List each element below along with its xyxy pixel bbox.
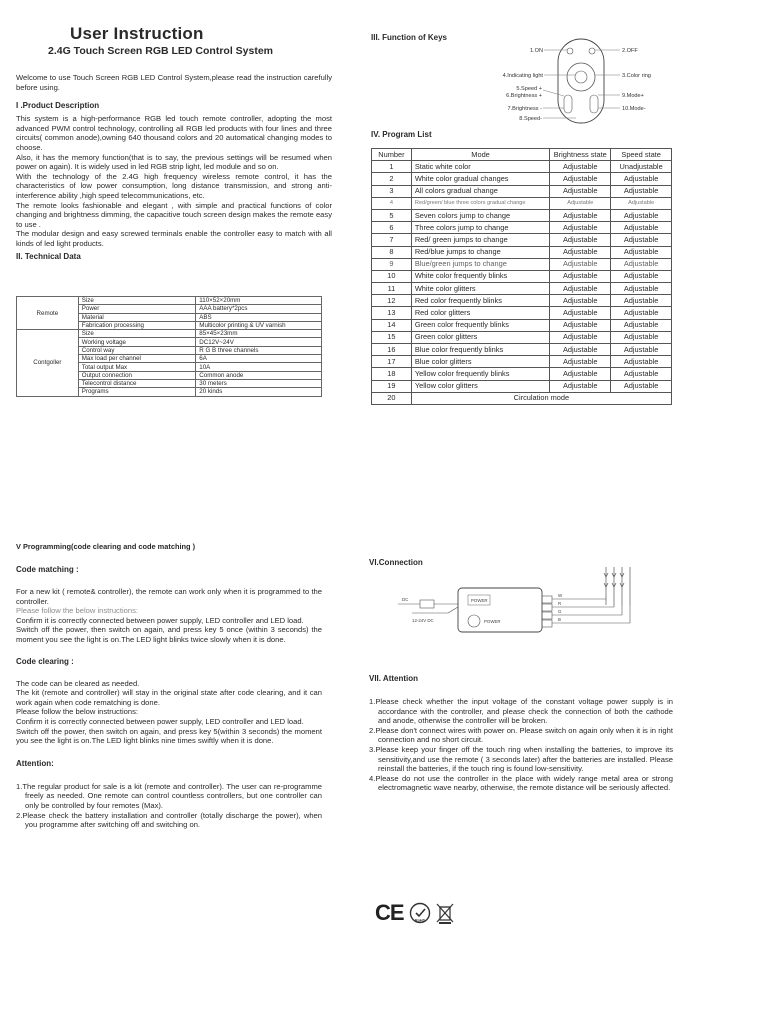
out-w-label: W: [558, 593, 563, 598]
speed-state: Adjustable: [611, 295, 672, 307]
brightness-state: Adjustable: [550, 380, 611, 392]
dc-label: DC: [402, 597, 409, 602]
program-mode: Static white color: [411, 161, 549, 173]
brightness-state: Adjustable: [550, 295, 611, 307]
input-voltage-label: 12-24V DC: [412, 618, 434, 623]
speed-state: Adjustable: [611, 319, 672, 331]
speed-state: Adjustable: [611, 283, 672, 295]
program-mode: Blue color frequently blinks: [411, 344, 549, 356]
table-row: [372, 331, 672, 343]
spec-value: 10A: [196, 363, 322, 371]
brightness-state: Adjustable: [550, 234, 611, 246]
program-number: 13: [372, 307, 412, 319]
speed-state: Adjustable: [611, 331, 672, 343]
speed-state: Adjustable: [611, 258, 672, 270]
page-subtitle: 2.4G Touch Screen RGB LED Control System: [48, 45, 274, 57]
key-label-off: 2.OFF: [622, 48, 638, 54]
table-row: [372, 185, 672, 197]
table-row: [372, 392, 672, 404]
table-row: [372, 234, 672, 246]
on-key-icon: [567, 48, 573, 54]
group-label: Remote: [17, 297, 79, 330]
mode-key-icon: [590, 95, 598, 113]
brightness-state: Adjustable: [550, 161, 611, 173]
table-row: [372, 209, 672, 221]
program-mode: Red color frequently blinks: [411, 295, 549, 307]
table-row: [372, 283, 672, 295]
program-mode: White color gradual changes: [411, 173, 549, 185]
key-label-brightness-plus: 6.Brightness +: [506, 93, 542, 99]
program-heading: IV. Program List: [371, 130, 432, 139]
program-number: 12: [372, 295, 412, 307]
speed-state: Adjustable: [611, 356, 672, 368]
program-mode: White color glitters: [411, 283, 549, 295]
key-label-brightness-minus: 7.Brightness -: [507, 106, 542, 112]
code-clearing-heading: Code clearing :: [16, 656, 74, 666]
attention-seven-item: 1.Please check whether the input voltage of the constant voltage power supply is in accordance with the controller, and please check the connection of both the cathode and anode, otherwise the controller will be broken.: [369, 697, 673, 726]
speed-state: Adjustable: [611, 270, 672, 282]
ce-mark: CE: [375, 900, 404, 925]
program-mode: Yellow color glitters: [411, 380, 549, 392]
clearing-para: Switch off the power, then switch on again, and press key 5(within 3 seconds) the moment you see the light is on.The LED light blinks nine times swiftly when it is done.: [16, 726, 322, 746]
program-number: 17: [372, 356, 412, 368]
key-label-mode-minus: 10.Mode-: [622, 106, 646, 112]
spec-label: Working voltage: [78, 338, 196, 346]
program-rows: [372, 161, 672, 393]
program-number: 6: [372, 222, 412, 234]
programming-heading: V Programming(code clearing and code matching ): [16, 542, 196, 551]
column-header: Brightness state: [550, 149, 611, 161]
program-mode: Red color glitters: [411, 307, 549, 319]
speed-state: Adjustable: [611, 197, 672, 209]
product-para: The remote looks fashionable and elegant , with simple and practical functions of color changing and brightness dimming, the capacitive touch screen design makes the remote easy to use .: [16, 200, 332, 229]
product-para: Also, it has the memory function(that is to say, the previous settings will be resumed when power on again). It is widely used in led RGB strip light, led module and so on.: [16, 152, 332, 172]
speed-state: Adjustable: [611, 173, 672, 185]
spec-label: Fabrication processing: [78, 321, 196, 329]
clearing-para: Please follow the below instructions:: [16, 707, 138, 717]
spec-value: 20 kinds: [196, 388, 322, 396]
table-row: [17, 297, 322, 305]
attention-seven-item: 2.Please don't connect wires with power on. Please switch on again only when it is in right connection and no short circuit.: [369, 725, 673, 745]
off-key-icon: [589, 48, 595, 54]
program-number: 9: [372, 258, 412, 270]
column-header: Number: [372, 149, 412, 161]
key-label-color-ring: 3.Color ring: [622, 73, 651, 79]
controller-knob-icon: [468, 615, 480, 627]
table-row: [372, 295, 672, 307]
program-number: 15: [372, 331, 412, 343]
program-number: 1: [372, 161, 412, 173]
color-ring-icon: [567, 63, 595, 91]
welcome-text: Welcome to use Touch Screen RGB LED Control System,please read the instruction carefully before using.: [16, 73, 332, 92]
attention-seven-item: 4.Please do not use the controller in the place with widely range metal area or strong electromagnetic wave nearby, otherwise, the remote distance will be seriously affected.: [369, 773, 673, 793]
key-label-on: 1.ON: [529, 48, 543, 54]
output-terminals: [542, 596, 630, 627]
program-number: 19: [372, 380, 412, 392]
spec-label: Output connection: [78, 371, 196, 379]
spec-label: Total output Max: [78, 363, 196, 371]
technical-heading: II. Technical Data: [16, 251, 81, 261]
program-number: 8: [372, 246, 412, 258]
brightness-state: Adjustable: [550, 258, 611, 270]
indicating-light-icon: [575, 71, 587, 83]
spec-label: Material: [78, 313, 196, 321]
product-para: This system is a high-performance RGB led touch remote controller, adopting the most advanced PWM control technology, controlling all RGB led products with four lines and three circuits( common anode),owning 640 thousand colors and 20 automatical changing modes to choose.: [16, 114, 332, 152]
rohs-text: RoHS: [414, 918, 425, 923]
program-mode: Green color glitters: [411, 331, 549, 343]
brightness-state: Adjustable: [550, 368, 611, 380]
table-row: [372, 270, 672, 282]
brightness-state: Adjustable: [550, 270, 611, 282]
brightness-state: Adjustable: [550, 185, 611, 197]
product-description: [16, 114, 332, 248]
column-header: Speed state: [611, 149, 672, 161]
spec-value: Common anode: [196, 371, 322, 379]
brightness-state: Adjustable: [550, 209, 611, 221]
clearing-para: The code can be cleared as needed.: [16, 678, 140, 688]
speed-state: Adjustable: [611, 222, 672, 234]
remote-key-diagram: [480, 38, 670, 124]
weee-bin-icon: [436, 902, 454, 924]
brightness-state: Adjustable: [550, 173, 611, 185]
product-para: The modular design and easy screwed terminals enable the controller easy to match with all kinds of led light products.: [16, 229, 332, 248]
table-row: [372, 319, 672, 331]
spec-label: Telecontrol distance: [78, 379, 196, 387]
speed-state: Unadjustable: [611, 161, 672, 173]
program-mode: Blue color glitters: [411, 356, 549, 368]
product-para: With the technology of the 2.4G high frequency wireless remote control, it has the characteristics of low power consumption, long distance transmission, and strong anti-interference ability ,high speed telecommunications, etc.: [16, 171, 332, 200]
program-mode: Green color frequently blinks: [411, 319, 549, 331]
program-number: 7: [372, 234, 412, 246]
led-strip-icon: [604, 567, 630, 605]
program-mode: Blue/green jumps to change: [411, 258, 549, 270]
code-matching-heading: Code matching :: [16, 565, 79, 574]
matching-para: Switch off the power, then switch on again, and press key 5 once (within 3 seconds) the moment you see the light is on.The LED light blinks twice slowly when it is done.: [16, 625, 322, 644]
controller-box: [458, 588, 542, 632]
table-row: [372, 161, 672, 173]
spec-label: Max load per channel: [78, 355, 196, 363]
spec-label: Size: [78, 297, 196, 305]
matching-para: Please follow the below instructions:: [16, 606, 138, 616]
brightness-state: Adjustable: [550, 307, 611, 319]
program-mode: Yellow color frequently blinks: [411, 368, 549, 380]
clearing-para: The kit (remote and controller) will stay in the original state after code clearing, and it can work again when code rematching is done.: [16, 688, 322, 707]
program-mode: All colors gradual change: [411, 185, 549, 197]
table-row: [372, 307, 672, 319]
spec-value: 30 meters: [196, 379, 322, 387]
brightness-state: Adjustable: [550, 222, 611, 234]
spec-value: R G B three channels: [196, 346, 322, 354]
program-mode: Red/ green jumps to change: [411, 234, 549, 246]
speed-state: Adjustable: [611, 380, 672, 392]
brightness-state: Adjustable: [550, 319, 611, 331]
program-number: 3: [372, 185, 412, 197]
brightness-state: Adjustable: [550, 197, 611, 209]
table-row: [372, 173, 672, 185]
table-row: [372, 197, 672, 209]
attention-seven-section: [369, 674, 673, 793]
program-mode: Red/blue jumps to change: [411, 246, 549, 258]
rx-label: POWER: [471, 598, 488, 603]
program-number: 5: [372, 209, 412, 221]
keys-heading: III. Function of Keys: [371, 33, 448, 42]
table-header-row: [372, 149, 672, 161]
spec-value: 85×45×23mm: [196, 330, 322, 338]
program-mode: Circulation mode: [411, 392, 671, 404]
speed-state: Adjustable: [611, 246, 672, 258]
spec-value: ABS: [196, 313, 322, 321]
brightness-state: Adjustable: [550, 331, 611, 343]
connection-diagram: [398, 563, 638, 641]
page-title: User Instruction: [70, 24, 204, 43]
program-number: 16: [372, 344, 412, 356]
attention-seven-item: 3.Please keep your finger off the touch ring when installing the batteries, to improve its sensitivity,and use the remote ( 3 seconds later) after the batteries are installed. Please reinstall the batteries, if the touch ring is found low-sensitivity.: [369, 744, 673, 774]
table-row: [372, 356, 672, 368]
program-number: 18: [372, 368, 412, 380]
program-number: 11: [372, 283, 412, 295]
table-row: [372, 258, 672, 270]
table-row: [372, 368, 672, 380]
left-top-column: [16, 24, 332, 261]
program-number: 10: [372, 270, 412, 282]
speed-state: Adjustable: [611, 209, 672, 221]
technical-data-table: [16, 296, 322, 397]
attention-item: 2.Please check the battery installation and controller (totally discharge the power), when you programme after switching off and switching on.: [16, 810, 322, 830]
brightness-state: Adjustable: [550, 246, 611, 258]
program-mode: White color frequently blinks: [411, 270, 549, 282]
spec-label: Size: [78, 330, 196, 338]
program-mode: Seven colors jump to change: [411, 209, 549, 221]
program-number: 2: [372, 173, 412, 185]
attention-seven-heading: VII. Attention: [369, 674, 419, 683]
connection-heading: VI.Connection: [369, 558, 423, 567]
out-g-label: G: [558, 609, 562, 614]
matching-para: Confirm it is correctly connected between power supply, LED controller and LED load.: [16, 615, 304, 625]
certification-marks: [375, 900, 454, 926]
speed-state: Adjustable: [611, 368, 672, 380]
programming-section: [16, 542, 322, 830]
program-list-table: [371, 148, 672, 405]
out-r-label: R: [558, 601, 562, 606]
spec-label: Control way: [78, 346, 196, 354]
clearing-para: Confirm it is correctly connected between power supply, LED controller and LED load.: [16, 716, 304, 726]
spec-value: DC12V~24V: [196, 338, 322, 346]
column-header: Mode: [411, 149, 549, 161]
speed-state: Adjustable: [611, 307, 672, 319]
attention-item: 1.The regular product for sale is a kit (remote and controller). The user can re-programme freely as needed. One remote can control countless controllers, but one controller can only be controlled by four remotes (Max).: [16, 781, 322, 810]
speed-state: Adjustable: [611, 185, 672, 197]
speed-state: Adjustable: [611, 234, 672, 246]
spec-value: 110×52×20mm: [196, 297, 322, 305]
key-label-speed-minus: 8.Speed-: [519, 116, 542, 122]
program-number: 4: [372, 197, 412, 209]
key-label-mode-plus: 9.Mode+: [622, 93, 644, 99]
program-number: 20: [372, 392, 412, 404]
table-row: [17, 330, 322, 338]
spec-label: Programs: [78, 388, 196, 396]
matching-para: For a new kit ( remote& controller), the remote can work only when it is programmed to the controller.: [16, 587, 322, 606]
speed-state: Adjustable: [611, 344, 672, 356]
power-label: POWER: [484, 619, 501, 624]
key-label-speed-plus: 5.Speed +: [516, 86, 542, 92]
remote-body: [558, 39, 604, 123]
rohs-icon: [409, 902, 431, 924]
spec-value: AAA battery*2pcs: [196, 305, 322, 313]
table-row: [372, 380, 672, 392]
out-b-label: B: [558, 617, 561, 622]
spec-value: Multicolor printing & UV varnish: [196, 321, 322, 329]
attention-heading: Attention:: [16, 758, 54, 768]
table-row: [372, 246, 672, 258]
spec-value: 6A: [196, 355, 322, 363]
spec-label: Power: [78, 305, 196, 313]
program-number: 14: [372, 319, 412, 331]
table-row: [372, 222, 672, 234]
brightness-state: Adjustable: [550, 356, 611, 368]
brightness-state: Adjustable: [550, 283, 611, 295]
program-mode: Three colors jump to change: [411, 222, 549, 234]
table-row: [372, 344, 672, 356]
brightness-key-icon: [564, 95, 572, 113]
brightness-state: Adjustable: [550, 344, 611, 356]
group-label: Contgoller: [17, 330, 79, 396]
product-heading: I .Product Description: [16, 101, 100, 111]
program-mode: Red/green/ blue three colors gradual change: [411, 197, 549, 209]
key-label-indicating: 4.Indicating light: [502, 73, 543, 79]
